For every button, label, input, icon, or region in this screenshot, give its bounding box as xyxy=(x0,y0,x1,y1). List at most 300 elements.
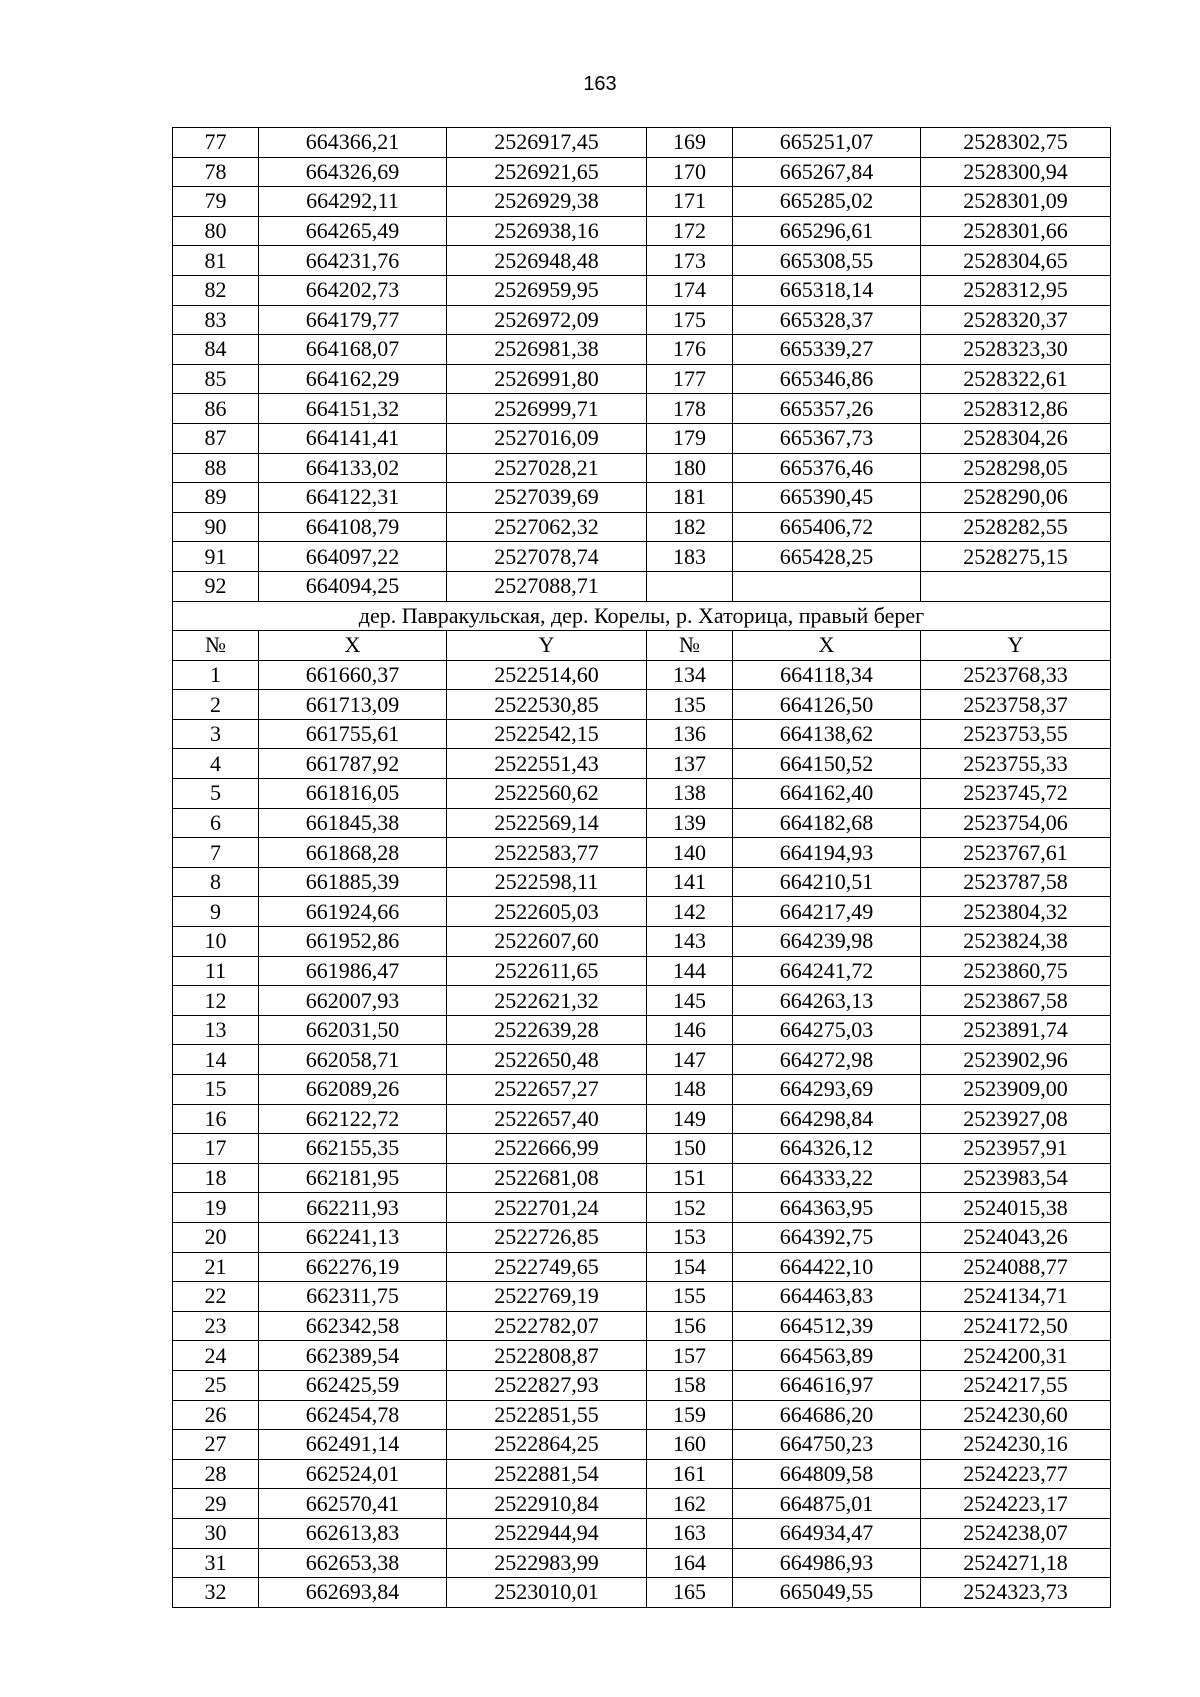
table-row xyxy=(173,986,1111,1016)
table-cell: 665406,72 xyxy=(733,512,921,542)
table-cell: 2526999,71 xyxy=(447,394,647,424)
table-cell: 664162,40 xyxy=(733,779,921,809)
table-cell: 16 xyxy=(173,1104,259,1134)
table-cell: 172 xyxy=(647,216,733,246)
table-cell: 2526991,80 xyxy=(447,364,647,394)
table-cell: 2522639,28 xyxy=(447,1015,647,1045)
table-cell: 2527088,71 xyxy=(447,571,647,601)
table-cell: 2524043,26 xyxy=(921,1222,1111,1252)
table-cell: 664094,25 xyxy=(259,571,447,601)
table-cell: 2522881,54 xyxy=(447,1459,647,1489)
table-cell: 2524088,77 xyxy=(921,1252,1111,1282)
table-row xyxy=(173,808,1111,838)
table-cell: 2528290,06 xyxy=(921,483,1111,513)
table-cell: 171 xyxy=(647,187,733,217)
table-cell: 665339,27 xyxy=(733,335,921,365)
table-cell: 2523909,00 xyxy=(921,1075,1111,1105)
table-cell: 89 xyxy=(173,483,259,513)
table-row xyxy=(173,1134,1111,1164)
table-row xyxy=(173,483,1111,513)
table-cell: 134 xyxy=(647,660,733,690)
table-cell: 2528275,15 xyxy=(921,542,1111,572)
table-cell: 665049,55 xyxy=(733,1578,921,1608)
table-cell: 2524230,16 xyxy=(921,1430,1111,1460)
table-cell: 661660,37 xyxy=(259,660,447,690)
table-cell: 665328,37 xyxy=(733,305,921,335)
table-cell: 664750,23 xyxy=(733,1430,921,1460)
table-cell: 662454,78 xyxy=(259,1400,447,1430)
table-row xyxy=(173,1075,1111,1105)
table-cell: 179 xyxy=(647,423,733,453)
table-cell: 2522808,87 xyxy=(447,1341,647,1371)
table-cell: 2528322,61 xyxy=(921,364,1111,394)
table-cell: 662007,93 xyxy=(259,986,447,1016)
table-cell: 661885,39 xyxy=(259,867,447,897)
section-title-row xyxy=(173,601,1111,631)
column-header: X xyxy=(259,631,447,661)
table-cell: 662031,50 xyxy=(259,1015,447,1045)
table-cell: 662613,83 xyxy=(259,1518,447,1548)
table-cell: 143 xyxy=(647,927,733,957)
table-cell: 2523860,75 xyxy=(921,956,1111,986)
table-cell: 661787,92 xyxy=(259,749,447,779)
table-cell: 664231,76 xyxy=(259,246,447,276)
table-cell: 2524172,50 xyxy=(921,1311,1111,1341)
table-cell: 662058,71 xyxy=(259,1045,447,1075)
table-cell: 664126,50 xyxy=(733,690,921,720)
table-cell: 2523902,96 xyxy=(921,1045,1111,1075)
table-cell: 2522560,62 xyxy=(447,779,647,809)
table-cell: 2523755,33 xyxy=(921,749,1111,779)
table-cell: 2523927,08 xyxy=(921,1104,1111,1134)
table-cell: 662276,19 xyxy=(259,1252,447,1282)
table-cell: 664210,51 xyxy=(733,867,921,897)
table-cell: 135 xyxy=(647,690,733,720)
table-row xyxy=(173,1104,1111,1134)
table-cell: 664366,21 xyxy=(259,128,447,158)
table-cell: 665296,61 xyxy=(733,216,921,246)
table-cell: 86 xyxy=(173,394,259,424)
table-cell: 2522782,07 xyxy=(447,1311,647,1341)
table-cell: 85 xyxy=(173,364,259,394)
table-cell: 81 xyxy=(173,246,259,276)
table-cell: 2522681,08 xyxy=(447,1163,647,1193)
table-cell: 2528312,95 xyxy=(921,275,1111,305)
table-cell: 2522864,25 xyxy=(447,1430,647,1460)
table-cell: 137 xyxy=(647,749,733,779)
table-cell: 662653,38 xyxy=(259,1548,447,1578)
table-cell: 164 xyxy=(647,1548,733,1578)
table-cell: 2524015,38 xyxy=(921,1193,1111,1223)
coordinates-table-body xyxy=(173,128,1111,1608)
table-cell: 79 xyxy=(173,187,259,217)
table-cell: 2528323,30 xyxy=(921,335,1111,365)
table-cell: 2523787,58 xyxy=(921,867,1111,897)
table-cell: 21 xyxy=(173,1252,259,1282)
table-row xyxy=(173,867,1111,897)
table-row xyxy=(173,246,1111,276)
table-cell: 662425,59 xyxy=(259,1370,447,1400)
table-row xyxy=(173,779,1111,809)
table-cell: 664563,89 xyxy=(733,1341,921,1371)
table-cell: 664263,13 xyxy=(733,986,921,1016)
table-cell: 145 xyxy=(647,986,733,1016)
table-row xyxy=(173,1341,1111,1371)
table-cell: 2526929,38 xyxy=(447,187,647,217)
table-cell: 664298,84 xyxy=(733,1104,921,1134)
table-cell: 662241,13 xyxy=(259,1222,447,1252)
table-cell: 664986,93 xyxy=(733,1548,921,1578)
table-cell: 5 xyxy=(173,779,259,809)
table-row xyxy=(173,897,1111,927)
table-cell: 2524217,55 xyxy=(921,1370,1111,1400)
table-cell: 662211,93 xyxy=(259,1193,447,1223)
table-cell: 2526938,16 xyxy=(447,216,647,246)
table-cell: 2522701,24 xyxy=(447,1193,647,1223)
table-cell: 661816,05 xyxy=(259,779,447,809)
table-cell: 1 xyxy=(173,660,259,690)
table-cell: 155 xyxy=(647,1282,733,1312)
table-cell: 165 xyxy=(647,1578,733,1608)
table-cell: 2522514,60 xyxy=(447,660,647,690)
table-cell: 664162,29 xyxy=(259,364,447,394)
table-cell: 138 xyxy=(647,779,733,809)
table-cell: 664392,75 xyxy=(733,1222,921,1252)
table-cell: 154 xyxy=(647,1252,733,1282)
table-cell: 2527039,69 xyxy=(447,483,647,513)
table-cell: 28 xyxy=(173,1459,259,1489)
table-cell: 160 xyxy=(647,1430,733,1460)
table-cell: 662311,75 xyxy=(259,1282,447,1312)
table-cell: 9 xyxy=(173,897,259,927)
table-row xyxy=(173,187,1111,217)
table-cell: 6 xyxy=(173,808,259,838)
table-cell: 2528320,37 xyxy=(921,305,1111,335)
table-cell: 144 xyxy=(647,956,733,986)
table-cell: 27 xyxy=(173,1430,259,1460)
table-cell: 662389,54 xyxy=(259,1341,447,1371)
table-row xyxy=(173,1430,1111,1460)
table-cell: 83 xyxy=(173,305,259,335)
table-cell: 15 xyxy=(173,1075,259,1105)
table-cell: 2528300,94 xyxy=(921,157,1111,187)
table-cell: 25 xyxy=(173,1370,259,1400)
table-cell: 29 xyxy=(173,1489,259,1519)
table-row xyxy=(173,394,1111,424)
table-cell: 178 xyxy=(647,394,733,424)
table-row xyxy=(173,128,1111,158)
table-cell: 664272,98 xyxy=(733,1045,921,1075)
table-cell: 183 xyxy=(647,542,733,572)
table-cell: 2523753,55 xyxy=(921,719,1111,749)
table-row xyxy=(173,1311,1111,1341)
table-cell: 2522657,40 xyxy=(447,1104,647,1134)
table-cell: 13 xyxy=(173,1015,259,1045)
table-cell: 152 xyxy=(647,1193,733,1223)
table-cell: 2523891,74 xyxy=(921,1015,1111,1045)
table-cell: 662155,35 xyxy=(259,1134,447,1164)
table-cell: 12 xyxy=(173,986,259,1016)
table-cell: 4 xyxy=(173,749,259,779)
table-cell: 18 xyxy=(173,1163,259,1193)
table-cell: 2528298,05 xyxy=(921,453,1111,483)
table-cell: 2522910,84 xyxy=(447,1489,647,1519)
table-cell: 662693,84 xyxy=(259,1578,447,1608)
header-row xyxy=(173,631,1111,661)
table-cell: 664179,77 xyxy=(259,305,447,335)
table-cell: 661868,28 xyxy=(259,838,447,868)
table-cell: 82 xyxy=(173,275,259,305)
table-cell: 664686,20 xyxy=(733,1400,921,1430)
table-cell: 2522827,93 xyxy=(447,1370,647,1400)
table-cell: 2528302,75 xyxy=(921,128,1111,158)
table-cell: 664326,69 xyxy=(259,157,447,187)
table-row xyxy=(173,1548,1111,1578)
table-cell: 2523867,58 xyxy=(921,986,1111,1016)
table-cell: 665318,14 xyxy=(733,275,921,305)
table-row xyxy=(173,1400,1111,1430)
table-cell: 664275,03 xyxy=(733,1015,921,1045)
table-cell: 665251,07 xyxy=(733,128,921,158)
column-header: X xyxy=(733,631,921,661)
table-cell: 664875,01 xyxy=(733,1489,921,1519)
table-cell: 149 xyxy=(647,1104,733,1134)
table-cell: 2523804,32 xyxy=(921,897,1111,927)
table-cell: 161 xyxy=(647,1459,733,1489)
table-row xyxy=(173,216,1111,246)
table-cell: 169 xyxy=(647,128,733,158)
table-cell: 2526981,38 xyxy=(447,335,647,365)
table-cell: 664809,58 xyxy=(733,1459,921,1489)
table-cell: 2522605,03 xyxy=(447,897,647,927)
table-cell: 665285,02 xyxy=(733,187,921,217)
table-cell: 664108,79 xyxy=(259,512,447,542)
table-row xyxy=(173,1193,1111,1223)
table-cell: 2524134,71 xyxy=(921,1282,1111,1312)
table-cell: 664217,49 xyxy=(733,897,921,927)
table-cell: 2522769,19 xyxy=(447,1282,647,1312)
table-cell: 2528301,66 xyxy=(921,216,1111,246)
table-cell: 2523745,72 xyxy=(921,779,1111,809)
table-cell: 10 xyxy=(173,927,259,957)
table-cell: 664150,52 xyxy=(733,749,921,779)
column-header: № xyxy=(647,631,733,661)
table-cell: 662524,01 xyxy=(259,1459,447,1489)
table-cell: 2522650,48 xyxy=(447,1045,647,1075)
table-cell: 662122,72 xyxy=(259,1104,447,1134)
table-cell: 148 xyxy=(647,1075,733,1105)
table-cell: 664133,02 xyxy=(259,453,447,483)
table-cell: 174 xyxy=(647,275,733,305)
table-cell: 665428,25 xyxy=(733,542,921,572)
table-cell: 664118,34 xyxy=(733,660,921,690)
table-cell: 19 xyxy=(173,1193,259,1223)
table-row xyxy=(173,660,1111,690)
table-cell xyxy=(921,571,1111,601)
table-cell: 664151,32 xyxy=(259,394,447,424)
table-cell: 2523767,61 xyxy=(921,838,1111,868)
table-cell: 20 xyxy=(173,1222,259,1252)
table-row xyxy=(173,571,1111,601)
table-cell: 664168,07 xyxy=(259,335,447,365)
table-row xyxy=(173,542,1111,572)
table-cell: 2528282,55 xyxy=(921,512,1111,542)
table-row xyxy=(173,1518,1111,1548)
table-cell: 664141,41 xyxy=(259,423,447,453)
table-cell: 2524223,17 xyxy=(921,1489,1111,1519)
table-cell: 78 xyxy=(173,157,259,187)
table-cell: 2524323,73 xyxy=(921,1578,1111,1608)
table-cell: 3 xyxy=(173,719,259,749)
table-cell: 2523758,37 xyxy=(921,690,1111,720)
table-cell: 664363,95 xyxy=(733,1193,921,1223)
table-cell: 2522726,85 xyxy=(447,1222,647,1252)
table-cell: 14 xyxy=(173,1045,259,1075)
table-cell: 140 xyxy=(647,838,733,868)
table-cell: 662181,95 xyxy=(259,1163,447,1193)
table-cell: 2526959,95 xyxy=(447,275,647,305)
table-row xyxy=(173,1282,1111,1312)
table-cell: 170 xyxy=(647,157,733,187)
table-cell: 664138,62 xyxy=(733,719,921,749)
table-cell: 2522598,11 xyxy=(447,867,647,897)
table-cell: 32 xyxy=(173,1578,259,1608)
table-cell: 17 xyxy=(173,1134,259,1164)
table-cell: 664512,39 xyxy=(733,1311,921,1341)
table-cell: 662570,41 xyxy=(259,1489,447,1519)
table-cell: 2524230,60 xyxy=(921,1400,1111,1430)
table-row xyxy=(173,838,1111,868)
coordinates-table xyxy=(172,127,1111,1608)
table-cell: 2528301,09 xyxy=(921,187,1111,217)
table-cell: 151 xyxy=(647,1163,733,1193)
table-cell: 90 xyxy=(173,512,259,542)
table-cell: 664194,93 xyxy=(733,838,921,868)
table-cell: 661952,86 xyxy=(259,927,447,957)
table-cell: 2528304,26 xyxy=(921,423,1111,453)
table-cell: 92 xyxy=(173,571,259,601)
table-cell: 664333,22 xyxy=(733,1163,921,1193)
table-cell: 2522749,65 xyxy=(447,1252,647,1282)
table-cell: 77 xyxy=(173,128,259,158)
table-cell: 2522551,43 xyxy=(447,749,647,779)
table-cell: 180 xyxy=(647,453,733,483)
table-cell: 664934,47 xyxy=(733,1518,921,1548)
table-row xyxy=(173,335,1111,365)
table-cell: 136 xyxy=(647,719,733,749)
table-cell: 2526917,45 xyxy=(447,128,647,158)
table-cell: 159 xyxy=(647,1400,733,1430)
table-cell: 662491,14 xyxy=(259,1430,447,1460)
table-cell: 2523824,38 xyxy=(921,927,1111,957)
table-cell: 2527016,09 xyxy=(447,423,647,453)
table-cell: 661755,61 xyxy=(259,719,447,749)
table-cell: 2523754,06 xyxy=(921,808,1111,838)
table-cell: 156 xyxy=(647,1311,733,1341)
table-row xyxy=(173,1459,1111,1489)
table-cell: 22 xyxy=(173,1282,259,1312)
table-cell: 661845,38 xyxy=(259,808,447,838)
table-cell: 8 xyxy=(173,867,259,897)
table-cell: 31 xyxy=(173,1548,259,1578)
table-row xyxy=(173,749,1111,779)
table-cell: 2523768,33 xyxy=(921,660,1111,690)
table-cell: 150 xyxy=(647,1134,733,1164)
table-cell: 2524200,31 xyxy=(921,1341,1111,1371)
table-cell: 173 xyxy=(647,246,733,276)
table-cell: 88 xyxy=(173,453,259,483)
table-cell: 664292,11 xyxy=(259,187,447,217)
table-row xyxy=(173,157,1111,187)
table-cell: 2522542,15 xyxy=(447,719,647,749)
table-cell: 661924,66 xyxy=(259,897,447,927)
table-cell: 664326,12 xyxy=(733,1134,921,1164)
table-cell: 11 xyxy=(173,956,259,986)
table-cell: 2522530,85 xyxy=(447,690,647,720)
table-cell: 2523957,91 xyxy=(921,1134,1111,1164)
table-cell: 2 xyxy=(173,690,259,720)
table-row xyxy=(173,423,1111,453)
table-cell: 665390,45 xyxy=(733,483,921,513)
table-cell: 2526972,09 xyxy=(447,305,647,335)
table-cell: 84 xyxy=(173,335,259,365)
table-cell: 26 xyxy=(173,1400,259,1430)
table-row xyxy=(173,1489,1111,1519)
table-row xyxy=(173,364,1111,394)
table-cell: 664293,69 xyxy=(733,1075,921,1105)
table-cell: 2522611,65 xyxy=(447,956,647,986)
column-header: № xyxy=(173,631,259,661)
table-cell: 2524271,18 xyxy=(921,1548,1111,1578)
table-cell: 147 xyxy=(647,1045,733,1075)
column-header: Y xyxy=(921,631,1111,661)
column-header: Y xyxy=(447,631,647,661)
table-cell: 2522657,27 xyxy=(447,1075,647,1105)
table-cell: 158 xyxy=(647,1370,733,1400)
table-cell: 2522583,77 xyxy=(447,838,647,868)
table-cell: 664122,31 xyxy=(259,483,447,513)
table-cell: 139 xyxy=(647,808,733,838)
table-cell: 2522983,99 xyxy=(447,1548,647,1578)
table-cell: 2524223,77 xyxy=(921,1459,1111,1489)
table-row xyxy=(173,305,1111,335)
table-cell: 162 xyxy=(647,1489,733,1519)
table-row xyxy=(173,1370,1111,1400)
table-row xyxy=(173,1015,1111,1045)
table-cell: 665367,73 xyxy=(733,423,921,453)
table-cell: 2528304,65 xyxy=(921,246,1111,276)
table-cell: 157 xyxy=(647,1341,733,1371)
table-cell: 664239,98 xyxy=(733,927,921,957)
table-row xyxy=(173,512,1111,542)
table-cell: 665376,46 xyxy=(733,453,921,483)
table-cell: 664202,73 xyxy=(259,275,447,305)
table-cell: 2522569,14 xyxy=(447,808,647,838)
table-cell: 182 xyxy=(647,512,733,542)
table-row xyxy=(173,719,1111,749)
table-row xyxy=(173,956,1111,986)
table-cell: 2522851,55 xyxy=(447,1400,647,1430)
table-cell: 665267,84 xyxy=(733,157,921,187)
table-cell: 665357,26 xyxy=(733,394,921,424)
table-row xyxy=(173,1252,1111,1282)
table-cell: 664422,10 xyxy=(733,1252,921,1282)
table-cell: 2522607,60 xyxy=(447,927,647,957)
table-cell: 146 xyxy=(647,1015,733,1045)
table-cell: 7 xyxy=(173,838,259,868)
table-cell: 30 xyxy=(173,1518,259,1548)
table-cell: 177 xyxy=(647,364,733,394)
